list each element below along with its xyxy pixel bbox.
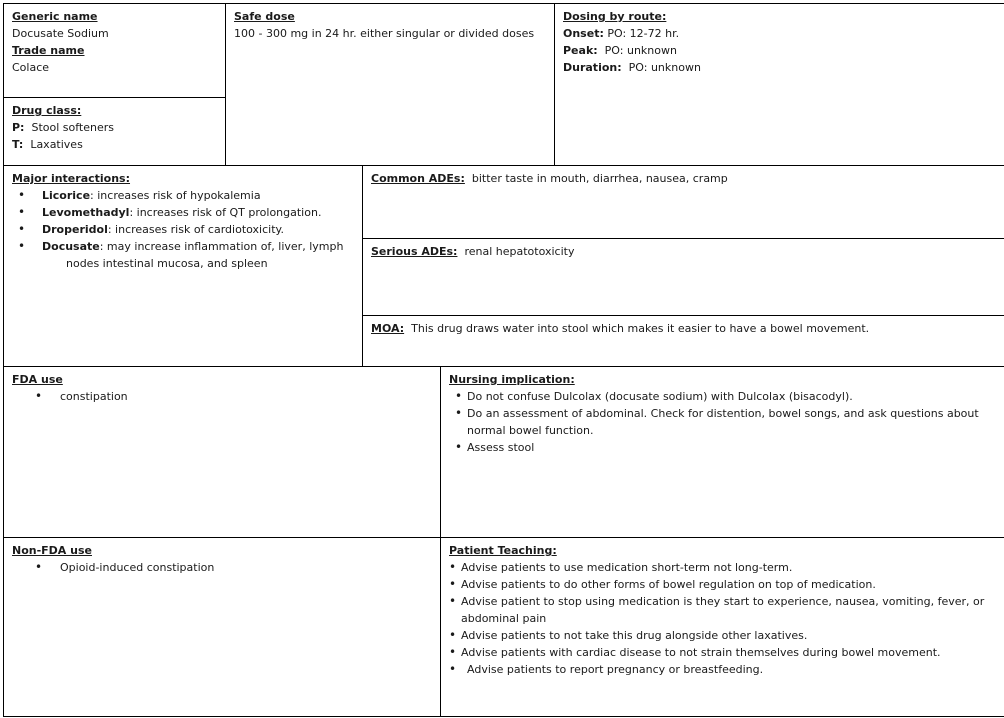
major-interactions-list: [12, 187, 354, 255]
trade-name-heading: Trade name: [12, 44, 85, 57]
drug-class-p-value: Stool softeners: [31, 121, 114, 134]
list-item: • Opioid-induced constipation: [12, 559, 432, 576]
major-interactions-heading: Major interactions:: [12, 172, 131, 185]
nursing-implication-box: [440, 366, 1004, 538]
generic-name-heading: Generic name: [12, 10, 98, 23]
list-item-text-cont: abdominal pain: [461, 612, 547, 625]
list-item: [449, 439, 996, 456]
drug-class-pharmacologic: [12, 119, 217, 136]
interaction-text: : increases risk of QT prolongation.: [129, 206, 322, 219]
serious-ades-value: renal hepatotoxicity: [464, 245, 575, 258]
serious-ades-box: [362, 238, 1004, 316]
list-item-text: • Do not confuse Dulcolax (docusate sodium) with Dulcolax (bisacodyl).: [467, 390, 853, 403]
drug-class-t-label: T:: [12, 138, 24, 151]
list-item: [449, 627, 996, 644]
list-item-text: • Do an assessment of abdominal. Check for distention, bowel songs, and ask questions about: [467, 407, 979, 420]
list-item: [449, 593, 996, 627]
interaction-drug: Droperidol: [42, 223, 108, 236]
non-fda-use-heading: Non-FDA use: [12, 544, 92, 557]
list-item: [449, 388, 996, 405]
drug-class-t-value: Laxatives: [30, 138, 83, 151]
onset-value: PO: 12-72 hr.: [607, 27, 680, 40]
major-interactions-box: [3, 165, 363, 367]
list-item: [12, 204, 354, 221]
list-item-text: • Advise patient to stop using medication is they start to experience, nausea, vomiting, fever, or: [461, 595, 985, 608]
dosing-heading: Dosing by route:: [563, 10, 667, 23]
peak-label: Peak:: [563, 44, 598, 57]
generic-name-value: Docusate Sodium: [12, 27, 109, 40]
list-item: [449, 644, 996, 661]
drug-class-therapeutic: [12, 136, 217, 153]
interaction-text: : increases risk of hypokalemia: [90, 189, 261, 202]
list-item-text: • Advise patients with cardiac disease to not strain themselves during bowel movement.: [461, 646, 941, 659]
list-item: [449, 559, 996, 576]
list-item: [12, 187, 354, 204]
list-item: • constipation: [12, 388, 432, 405]
generic-name-box: [3, 3, 226, 98]
interaction-text: : may increase inflammation of, liver, lymph: [99, 240, 344, 253]
moa-row: [371, 320, 996, 337]
list-item-text: • Assess stool: [467, 441, 535, 454]
list-item-text: • Advise patients to do other forms of bowel regulation on top of medication.: [461, 578, 876, 591]
non-fda-use-box: [3, 537, 441, 717]
list-item: [449, 661, 996, 678]
list-item: [449, 576, 996, 593]
moa-value: This drug draws water into stool which makes it easier to have a bowel movement.: [411, 322, 870, 335]
common-ades-box: [362, 165, 1004, 239]
dosing-onset: [563, 25, 996, 42]
list-item-text: • Advise patients to use medication short-term not long-term.: [461, 561, 793, 574]
nursing-implication-list: [449, 388, 996, 456]
dosing-peak: [563, 42, 996, 59]
nursing-implication-heading: Nursing implication:: [449, 373, 575, 386]
safe-dose-box: [225, 3, 555, 166]
patient-teaching-heading: Patient Teaching:: [449, 544, 557, 557]
common-ades-heading: Common ADEs:: [371, 172, 465, 185]
fda-use-box: [3, 366, 441, 538]
safe-dose-value: 100 - 300 mg in 24 hr. either singular or divided doses: [234, 27, 535, 40]
list-item: [12, 221, 354, 238]
serious-ades-heading: Serious ADEs:: [371, 245, 458, 258]
interaction-drug: Levomethadyl: [42, 206, 130, 219]
common-ades-row: [371, 170, 996, 187]
onset-label: Onset:: [563, 27, 604, 40]
patient-teaching-box: [440, 537, 1004, 717]
fda-use-list: [12, 388, 432, 405]
list-item: [449, 405, 996, 439]
drug-class-heading: Drug class:: [12, 104, 82, 117]
fda-use-heading: FDA use: [12, 373, 63, 386]
moa-heading: MOA:: [371, 322, 405, 335]
duration-label: Duration:: [563, 61, 622, 74]
interaction-continuation: nodes intestinal mucosa, and spleen: [66, 257, 268, 270]
dosing-duration: [563, 59, 996, 76]
list-item-text: • Advise patients to report pregnancy or breastfeeding.: [467, 663, 764, 676]
peak-value: PO: unknown: [604, 44, 677, 57]
drug-class-p-label: P:: [12, 121, 25, 134]
patient-teaching-list: [449, 559, 996, 678]
trade-name-value: Colace: [12, 61, 50, 74]
interaction-drug: Docusate: [42, 240, 100, 253]
interaction-drug: Licorice: [42, 189, 91, 202]
duration-value: PO: unknown: [628, 61, 701, 74]
non-fda-use-list: [12, 559, 432, 576]
list-item: [12, 238, 354, 255]
list-item-text: • Advise patients to not take this drug alongside other laxatives.: [461, 629, 808, 642]
safe-dose-heading: Safe dose: [234, 10, 295, 23]
moa-box: [362, 315, 1004, 367]
common-ades-value: bitter taste in mouth, diarrhea, nausea, cramp: [471, 172, 728, 185]
dosing-box: [554, 3, 1004, 166]
list-item-text-cont: normal bowel function.: [467, 424, 594, 437]
serious-ades-row: [371, 243, 996, 260]
interaction-text: : increases risk of cardiotoxicity.: [107, 223, 284, 236]
drug-class-box: [3, 97, 226, 166]
